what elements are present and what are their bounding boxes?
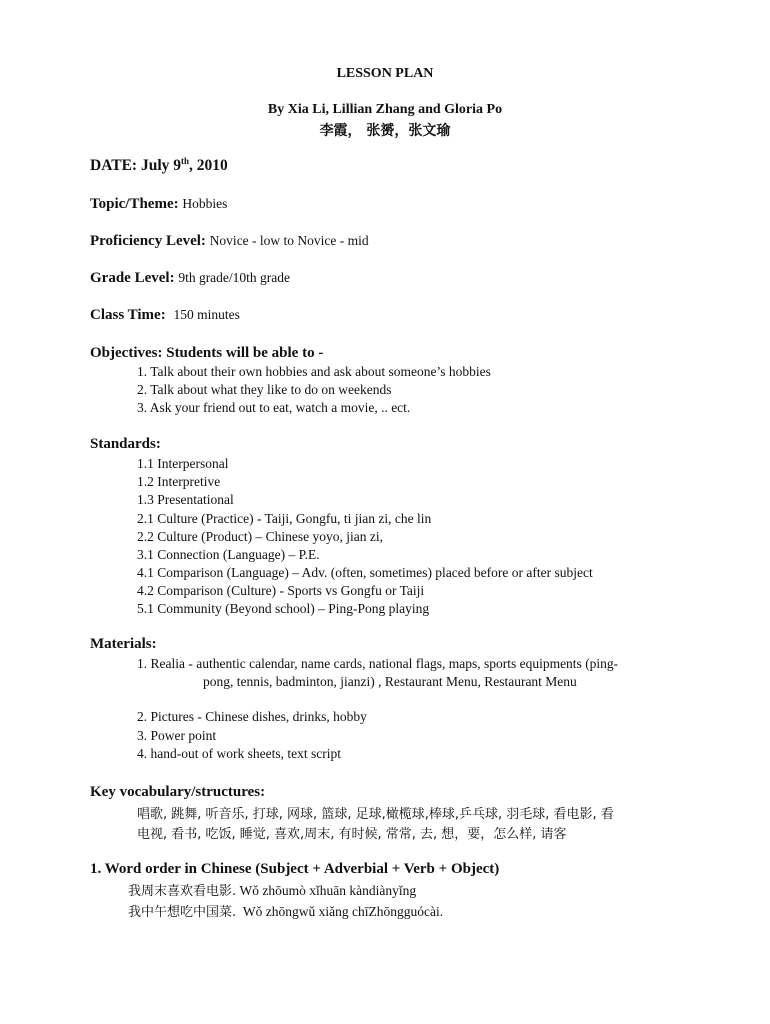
standard-item: 2.1 Culture (Practice) - Taiji, Gongfu, ti jian zi, che lin: [137, 511, 432, 526]
date-label: DATE: July 9: [90, 157, 182, 174]
material-item: 4. hand-out of work sheets, text script: [137, 746, 341, 761]
vocab-line: 唱歌, 跳舞, 听音乐, 打球, 网球, 篮球, 足球,橄榄球,棒球,乒乓球, 羽毛球, 看电影, 看: [137, 807, 614, 822]
class-time-line: [90, 307, 240, 324]
word-order-heading: 1. Word order in Chinese (Subject + Adverbial + Verb + Object): [90, 861, 500, 877]
standard-item: 1.3 Presentational: [137, 492, 234, 507]
authors-chinese-line: 李霞， 张赟，张文瑜: [319, 123, 451, 139]
class-time-value: 150 minutes: [173, 307, 240, 322]
topic-label: Topic/Theme:: [90, 196, 179, 212]
document-title: LESSON PLAN: [336, 66, 434, 81]
authors-line: By Xia Li, Lillian Zhang and Gloria Po: [267, 102, 503, 117]
standard-item: 2.2 Culture (Product) – Chinese yoyo, jian zi,: [137, 529, 383, 544]
material-item: 3. Power point: [137, 728, 217, 743]
grade-line: [90, 270, 290, 287]
standards-heading: Standards:: [90, 436, 161, 452]
date-year: , 2010: [189, 157, 228, 174]
standard-item: 1.1 Interpersonal: [137, 456, 229, 471]
proficiency-line: [90, 233, 369, 250]
objectives-heading: Objectives: Students will be able to -: [90, 345, 324, 361]
topic-line: [90, 196, 227, 213]
class-time-label: Class Time:: [90, 307, 166, 323]
grade-value: 9th grade/10th grade: [178, 270, 291, 285]
material-item: 1. Realia - authentic calendar, name cards, national flags, maps, sports equipments (ping-: [137, 656, 619, 671]
topic-value: Hobbies: [182, 196, 228, 211]
date-superscript: th: [181, 155, 190, 166]
material-item: 2. Pictures - Chinese dishes, drinks, hobby: [137, 709, 367, 724]
example-chinese: 我中午想吃中国菜.: [128, 905, 237, 920]
materials-heading: Materials:: [90, 636, 157, 652]
example-pinyin: Wǒ zhōumò xǐhuān kàndiànyǐng: [236, 883, 417, 898]
standard-item: 4.2 Comparison (Culture) - Sports vs Gongfu or Taiji: [137, 583, 425, 598]
date-line: [90, 157, 228, 175]
standard-item: 3.1 Connection (Language) – P.E.: [137, 547, 320, 562]
example-sentence: [128, 880, 416, 899]
vocab-heading: Key vocabulary/structures:: [90, 784, 266, 800]
vocab-line: 电视, 看书, 吃饭, 睡觉, 喜欢,周末, 有时候, 常常, 去, 想，要，怎么样, 请客: [137, 827, 567, 842]
example-sentence: [128, 901, 443, 920]
example-chinese: 我周末喜欢看电影.: [128, 884, 237, 899]
material-item-continued: pong, tennis, badminton, jianzi) , Restaurant Menu, Restaurant Menu: [203, 674, 577, 689]
standard-item: 5.1 Community (Beyond school) – Ping-Pong playing: [137, 601, 430, 616]
example-pinyin: Wǒ zhōngwǔ xiǎng chīZhōngguócài.: [236, 904, 444, 919]
proficiency-value: Novice - low to Novice - mid: [209, 233, 369, 248]
standard-item: 4.1 Comparison (Language) – Adv. (often, sometimes) placed before or after subject: [137, 565, 593, 580]
objective-item: 2. Talk about what they like to do on weekends: [137, 382, 392, 397]
grade-label: Grade Level:: [90, 270, 175, 286]
objective-item: 1. Talk about their own hobbies and ask about someone’s hobbies: [137, 364, 491, 379]
objective-item: 3. Ask your friend out to eat, watch a movie, .. ect.: [137, 400, 411, 415]
standard-item: 1.2 Interpretive: [137, 474, 221, 489]
proficiency-label: Proficiency Level:: [90, 233, 206, 249]
